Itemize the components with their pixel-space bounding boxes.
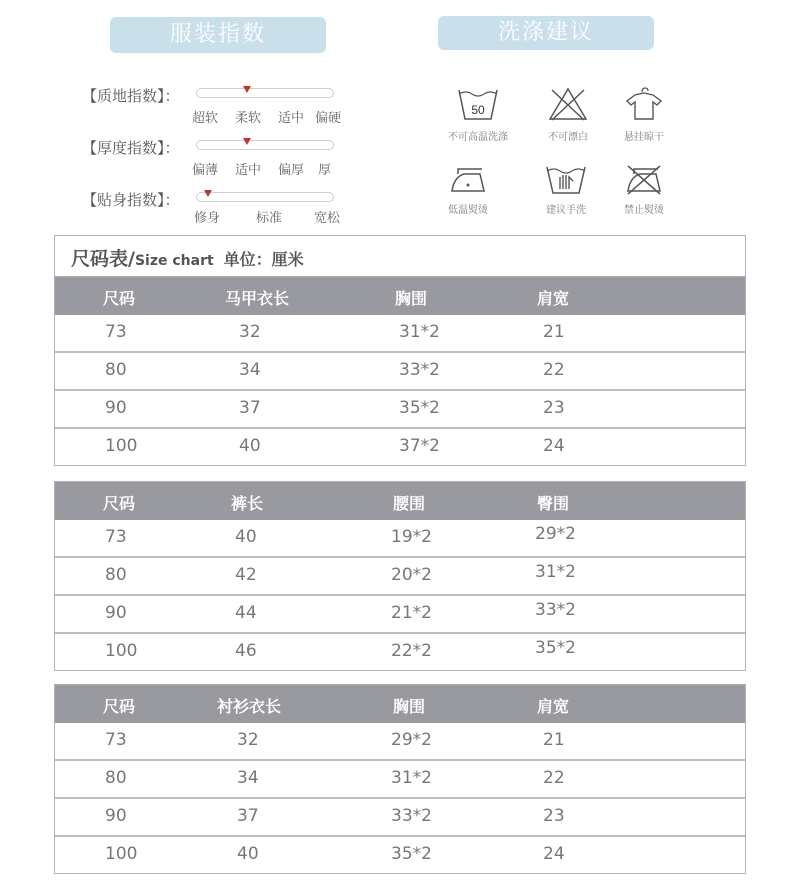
header-cell: 衬衫衣长 <box>217 697 282 716</box>
care-label: 禁止熨烫 <box>624 205 664 216</box>
care-hand-wash <box>526 163 606 216</box>
care-hang-dry <box>604 86 684 143</box>
table-cell: 40 <box>235 527 257 547</box>
table-cell: 32 <box>239 322 261 342</box>
header-cell: 尺码 <box>103 494 136 513</box>
care-no-bleach <box>528 86 608 143</box>
table-cell: 20*2 <box>391 565 432 585</box>
table-row <box>55 315 745 351</box>
header-cell: 臀围 <box>537 494 570 513</box>
care-label: 建议手洗 <box>546 205 586 216</box>
table-cell: 37 <box>239 398 261 418</box>
table-cell: 80 <box>105 768 127 788</box>
garment-index-title: 服装指数 <box>110 17 326 53</box>
table-cell: 100 <box>105 436 138 456</box>
scale-label: 标准 <box>256 211 283 226</box>
low-iron-icon <box>446 163 490 195</box>
table-cell: 73 <box>105 730 127 750</box>
table-header <box>55 482 745 520</box>
table-cell: 80 <box>105 360 127 380</box>
table-cell: 29*2 <box>535 524 576 544</box>
care-wash-50 <box>438 86 518 143</box>
table-row <box>55 632 745 670</box>
header-cell: 马甲衣长 <box>225 289 290 308</box>
table-cell: 31*2 <box>535 562 576 582</box>
fit-index-track <box>196 192 334 202</box>
svg-text:50: 50 <box>471 103 485 117</box>
table-cell: 22*2 <box>391 641 432 661</box>
table-header <box>55 277 745 315</box>
table-cell: 32 <box>237 730 259 750</box>
care-low-iron <box>428 163 508 216</box>
table-row <box>55 351 745 389</box>
table-row <box>55 556 745 594</box>
fit-index-marker <box>204 190 212 197</box>
table-row <box>55 797 745 835</box>
table-cell: 37 <box>237 806 259 826</box>
header-cell: 肩宽 <box>537 289 570 308</box>
scale-label: 柔软 <box>235 111 262 126</box>
thickness-index-track <box>196 140 334 150</box>
table-row <box>55 389 745 427</box>
size-table-pants <box>54 481 746 671</box>
wash-50-icon <box>456 86 500 122</box>
header-cell: 裤长 <box>231 494 264 513</box>
table-cell: 90 <box>105 603 127 623</box>
table-cell: 34 <box>239 360 261 380</box>
table-cell: 42 <box>235 565 257 585</box>
size-chart-title-en: Size chart <box>134 253 214 269</box>
scale-label: 超软 <box>192 111 219 126</box>
table-cell: 46 <box>235 641 257 661</box>
scale-label: 偏薄 <box>192 163 219 178</box>
table-row <box>55 723 745 759</box>
scale-label: 适中 <box>235 163 262 178</box>
thickness-index-marker <box>243 138 251 145</box>
table-cell: 33*2 <box>391 806 432 826</box>
scale-label: 厚 <box>318 163 332 178</box>
table-cell: 34 <box>237 768 259 788</box>
table-row <box>55 594 745 632</box>
table-cell: 80 <box>105 565 127 585</box>
header-cell: 胸围 <box>395 289 428 308</box>
table-cell: 31*2 <box>391 768 432 788</box>
scale-label: 偏硬 <box>315 111 342 126</box>
scale-label: 偏厚 <box>278 163 305 178</box>
size-chart-unit: 单位：厘米 <box>223 250 304 269</box>
hang-dry-icon <box>622 86 666 122</box>
size-chart-title <box>55 236 745 277</box>
table-cell: 100 <box>105 641 138 661</box>
no-iron-icon <box>622 163 666 195</box>
table-cell: 73 <box>105 527 127 547</box>
table-cell: 22 <box>543 768 565 788</box>
table-cell: 23 <box>543 806 565 826</box>
table-cell: 23 <box>543 398 565 418</box>
table-cell: 29*2 <box>391 730 432 750</box>
table-header <box>55 685 745 723</box>
table-cell: 22 <box>543 360 565 380</box>
table-cell: 100 <box>105 844 138 864</box>
hand-wash-icon <box>544 163 588 195</box>
care-label: 不可高温洗涤 <box>448 132 508 143</box>
care-no-iron <box>604 163 684 216</box>
care-label: 低温熨烫 <box>448 205 488 216</box>
size-table-vest <box>54 235 746 466</box>
table-cell: 40 <box>237 844 259 864</box>
table-cell: 21 <box>543 730 565 750</box>
texture-index-track <box>196 88 334 98</box>
washing-advice-title: 洗涤建议 <box>438 16 654 50</box>
care-label: 不可漂白 <box>548 132 588 143</box>
table-row <box>55 520 745 556</box>
table-cell: 35*2 <box>399 398 440 418</box>
table-cell: 33*2 <box>535 600 576 620</box>
table-cell: 73 <box>105 322 127 342</box>
table-cell: 35*2 <box>535 638 576 658</box>
table-cell: 24 <box>543 844 565 864</box>
no-bleach-icon <box>546 86 590 122</box>
size-chart-title-cn: 尺码表/ <box>71 248 135 270</box>
header-cell: 腰围 <box>393 494 426 513</box>
table-cell: 90 <box>105 398 127 418</box>
header-cell: 尺码 <box>103 289 136 308</box>
scale-label: 宽松 <box>314 211 341 226</box>
thickness-index-label: 【厚度指数】： <box>82 139 180 157</box>
table-row <box>55 759 745 797</box>
header-cell: 尺码 <box>103 697 136 716</box>
table-row <box>55 427 745 465</box>
table-cell: 21 <box>543 322 565 342</box>
size-table-shirt <box>54 684 746 874</box>
texture-index-label: 【质地指数】： <box>82 87 180 105</box>
scale-label: 修身 <box>194 211 221 226</box>
table-cell: 35*2 <box>391 844 432 864</box>
table-cell: 31*2 <box>399 322 440 342</box>
table-cell: 33*2 <box>399 360 440 380</box>
scale-label: 适中 <box>278 111 305 126</box>
fit-index-label: 【贴身指数】： <box>82 191 180 209</box>
table-cell: 24 <box>543 436 565 456</box>
care-label: 悬挂晾干 <box>624 132 664 143</box>
table-cell: 37*2 <box>399 436 440 456</box>
texture-index-marker <box>243 86 251 93</box>
table-cell: 40 <box>239 436 261 456</box>
table-row <box>55 835 745 873</box>
header-cell: 胸围 <box>393 697 426 716</box>
table-cell: 19*2 <box>391 527 432 547</box>
table-cell: 90 <box>105 806 127 826</box>
table-cell: 21*2 <box>391 603 432 623</box>
table-cell: 44 <box>235 603 257 623</box>
header-cell: 肩宽 <box>537 697 570 716</box>
